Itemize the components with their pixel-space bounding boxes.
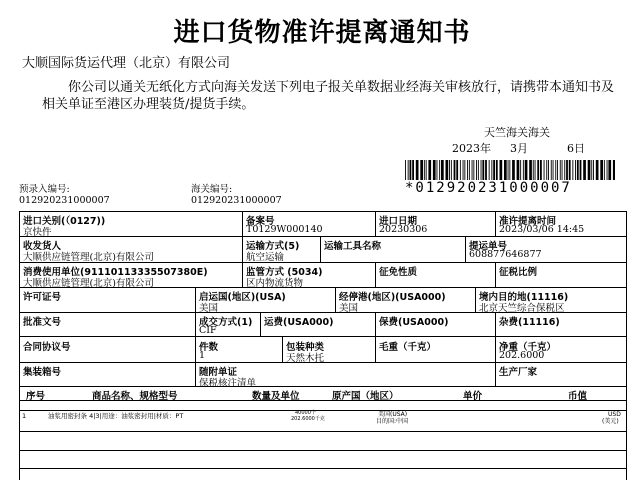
- document-title: 进口货物准许提离通知书: [173, 18, 471, 48]
- record-no-label: 备案号: [246, 216, 275, 227]
- bill-no-value: 608877646877: [469, 249, 542, 260]
- destination-value: 北京天竺综合保税区: [479, 303, 565, 314]
- import-date-label: 进口日期: [379, 216, 418, 227]
- supervision-mode-label: 监管方式 (5034): [246, 267, 323, 278]
- gross-weight-label: 毛重（千克）: [379, 342, 437, 353]
- consignee-value: 大顺供应链管理(北京)有限公司: [23, 252, 154, 263]
- via-port-value: 美国: [339, 303, 359, 314]
- record-no-value: T0129W000140: [246, 224, 323, 235]
- tax-nature-label: 征免性质: [379, 267, 418, 278]
- consumer-unit-label: 消费使用单位(91110113335507380E): [23, 267, 208, 278]
- insurance-label: 保费(USA000): [379, 317, 449, 328]
- import-date-value: 20230306: [379, 224, 428, 235]
- item-no: 1: [22, 412, 27, 420]
- net-weight-label: 净重（千克）: [499, 342, 557, 353]
- customs-no-value: 012920231000007: [191, 195, 282, 206]
- consignee-label: 收发货人: [23, 241, 62, 252]
- origin-country-label: 启运国(地区)(USA): [199, 292, 286, 303]
- net-weight-value: 202.6000: [499, 350, 545, 361]
- freight-label: 运费(USA000): [264, 317, 334, 328]
- pre-entry-value: 012920231000007: [19, 195, 110, 206]
- item-destination-country: 目的国:中国: [376, 418, 409, 425]
- col-header-unit-price: 单价: [463, 391, 483, 402]
- destination-label: 境内目的地(11116): [479, 292, 569, 303]
- package-type-label: 包装种类: [286, 342, 325, 353]
- consumer-unit-value: 大顺供应链管理(北京)有限公司: [23, 278, 154, 289]
- tax-rate-label: 征税比例: [499, 267, 538, 278]
- via-port-label: 经停港(地区)(USA000): [339, 292, 446, 303]
- customs-no-label: 海关编号:: [191, 184, 233, 195]
- manufacturer-label: 生产厂家: [499, 367, 538, 378]
- release-time-label: 准许提离时间: [499, 216, 557, 227]
- transport-mode-value: 航空运输: [246, 252, 285, 263]
- item-name: 油浆用密封条 4|3|用途：油浆密封用|材质：PT: [48, 412, 184, 420]
- documents-label: 随附单证: [199, 367, 238, 378]
- vehicle-name-label: 运输工具名称: [324, 241, 382, 252]
- barcode: [405, 160, 615, 180]
- declaration-form: [19, 211, 627, 480]
- release-time-value: 2023/03/06 14:45: [499, 224, 585, 235]
- container-no-label: 集装箱号: [23, 367, 62, 378]
- company-name: 大顺国际货运代理（北京）有限公司: [22, 56, 231, 71]
- package-type-value: 天然木托: [286, 353, 325, 364]
- barcode-number: *012920231000007: [405, 180, 572, 196]
- item-currency-code: USD: [608, 411, 621, 418]
- import-port-value: 京快件: [23, 227, 52, 238]
- date-day: 6日: [567, 142, 585, 155]
- approval-no-label: 批准文号: [23, 317, 62, 328]
- customs-office: 天竺海关海关: [484, 126, 550, 139]
- date-year: 2023年: [452, 142, 491, 155]
- item-origin-country: 美国(USA): [378, 411, 408, 418]
- pieces-label: 件数: [199, 342, 219, 353]
- item-qty-secondary: 202.6000千克: [291, 416, 325, 422]
- date-month: 3月: [510, 142, 528, 155]
- supervision-mode-value: 区内物流货物: [246, 278, 304, 289]
- bill-no-label: 提运单号: [469, 241, 508, 252]
- import-port-label: 进口关别(（0127)): [23, 216, 106, 227]
- documents-value: 保税核注清单: [199, 378, 257, 389]
- misc-fee-label: 杂费(11116): [499, 317, 560, 328]
- transport-mode-label: 运输方式(5): [246, 241, 300, 252]
- notice-body: 你公司以通关无纸化方式向海关发送下列电子报关单数据业经海关审核放行，请携带本通知书及 相关单证至港区办理装货/提货手续。: [42, 80, 615, 112]
- col-header-no: 序号: [26, 391, 46, 402]
- col-header-currency: 币值: [568, 391, 588, 402]
- pre-entry-label: 预录入编号:: [19, 184, 70, 195]
- col-header-quantity: 数量及单位: [252, 391, 300, 402]
- col-header-origin: 原产国（地区）: [332, 391, 399, 402]
- pieces-value: 1: [199, 350, 206, 361]
- origin-country-value: 美国: [199, 303, 219, 314]
- contract-no-label: 合同协议号: [23, 342, 71, 353]
- deal-mode-value: CIF: [199, 325, 217, 336]
- item-currency-name: (美元): [602, 418, 619, 425]
- col-header-name: 商品名称、规格型号: [92, 391, 178, 402]
- license-no-label: 许可证号: [23, 292, 62, 303]
- item-qty-primary: 40000个: [295, 410, 316, 416]
- deal-mode-label: 成交方式(1): [199, 317, 253, 328]
